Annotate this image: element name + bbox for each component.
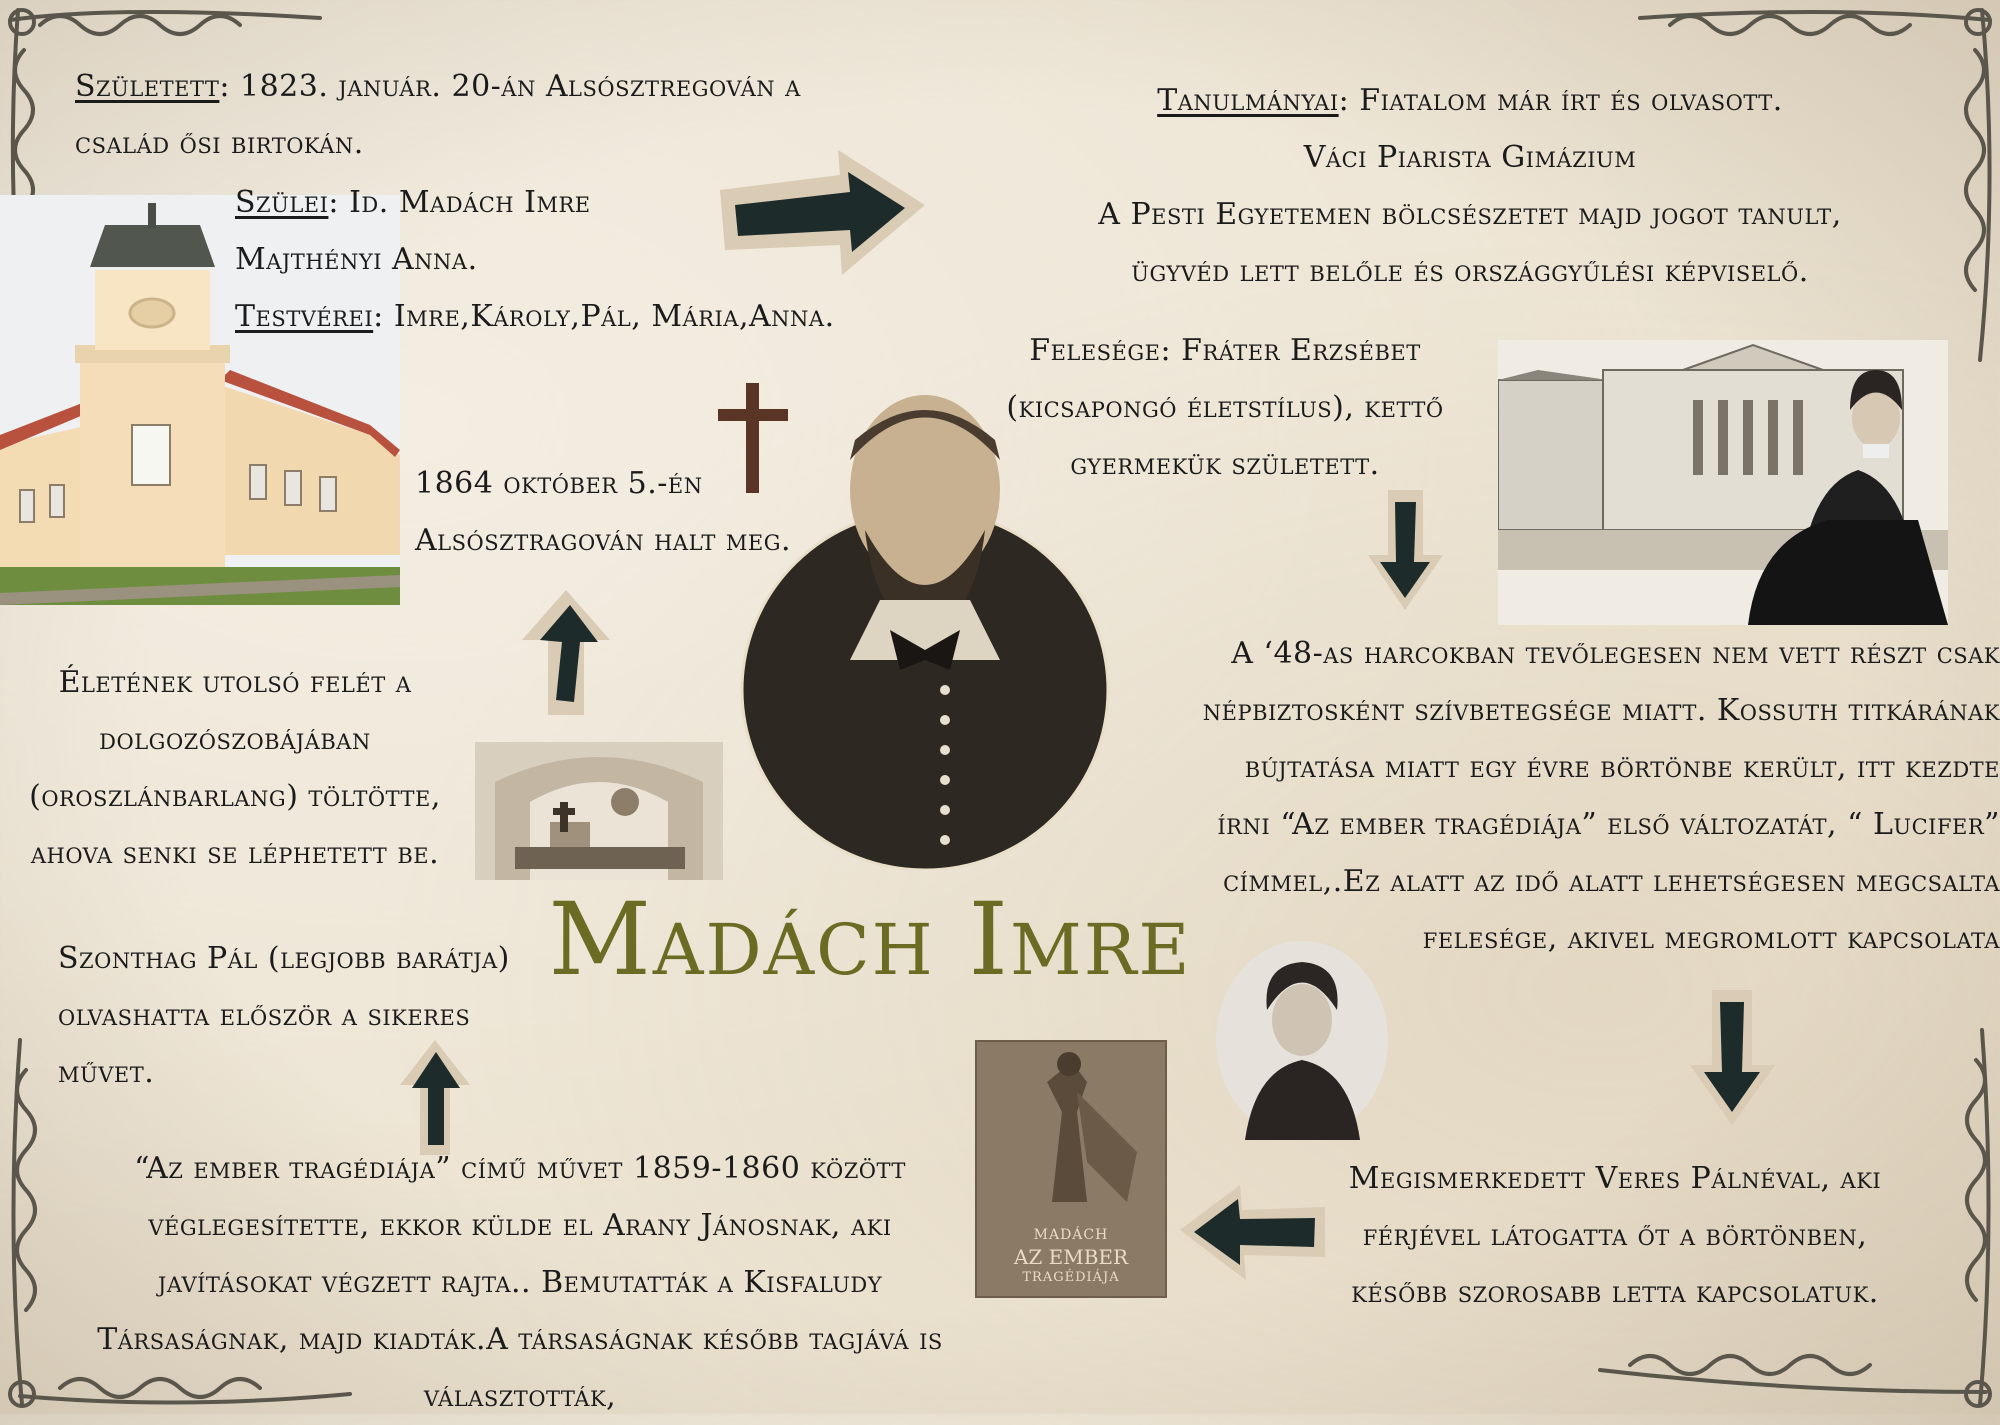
arrow-up-icon	[522, 590, 610, 715]
book-title-line2: TRAGÉDIÁJA	[1022, 1270, 1120, 1285]
friend-line2: olvashatta először a sikeres	[58, 998, 471, 1033]
veres-line3: később szorosabb letta kapcsolatuk.	[1351, 1275, 1879, 1310]
tragedy-line2: véglegesítette, ekkor külde el Arany Jánosnak, aki	[148, 1208, 892, 1243]
studies-block	[1030, 72, 1910, 300]
last-years-line2: dolgozószobájában	[99, 722, 371, 757]
death-block	[415, 455, 791, 569]
studies-label: Tanulmányai	[1157, 83, 1339, 118]
parents-line2: Majthényi Anna.	[235, 242, 478, 277]
siblings-line: : Imre,Károly,Pál, Mária,Anna.	[373, 299, 835, 334]
friend-line1: Szonthag Pál (legjobb barátja)	[58, 941, 510, 976]
revolution-line6: felesége, akivel megromlott kapcsolata	[1422, 921, 2000, 956]
revolution-block	[1110, 625, 2000, 967]
death-line2: Alsósztragován halt meg.	[415, 523, 792, 558]
veres-palne-portrait-image	[1215, 940, 1390, 1140]
friend-block	[58, 930, 510, 1101]
arrow-down-icon-2	[1690, 990, 1775, 1125]
birth-line1: : 1823. január. 20-án Alsósztregován a	[219, 69, 801, 104]
studies-line1: : Fiatalom már írt és olvasott.	[1338, 83, 1783, 118]
study-room-image	[475, 742, 723, 880]
revolution-line5: címmel,.Ez alatt az idő alatt lehetségesen megcsalta	[1223, 864, 2000, 899]
book-cover-image	[975, 1040, 1167, 1298]
birth-label: Született	[75, 69, 220, 104]
book-author: MADÁCH	[1033, 1227, 1109, 1243]
veres-line1: Megismerkedett Veres Pálnéval, aki	[1348, 1161, 1882, 1196]
revolution-line2: népbiztosként szívbetegsége miatt. Kossuth titkárának	[1202, 693, 2000, 728]
wife-line1: Felesége: Fráter Erzsébet	[1029, 333, 1421, 368]
last-years-block	[5, 654, 465, 882]
revolution-line3: bújtatása miatt egy évre börtönbe került, itt kezdte	[1244, 750, 2000, 785]
tragedy-block	[65, 1140, 975, 1425]
wife-line2: (kicsapongó életstílus), kettő	[1006, 390, 1444, 425]
veres-block	[1290, 1150, 1940, 1321]
parents-label: Szülei	[235, 185, 329, 220]
parents-block	[235, 174, 835, 345]
birth-block	[75, 58, 801, 172]
revolution-line4: írni “Az ember tragédiája” első változatát, “ Lucifer”	[1217, 807, 2000, 842]
tragedy-line1: “Az ember tragédiája” című művet 1859-1860 között	[134, 1151, 906, 1186]
friend-line3: művet.	[58, 1055, 155, 1090]
page-title: Madách Imre	[548, 881, 1192, 998]
last-years-line1: Életének utolsó felét a	[58, 665, 412, 700]
studies-line4: ügyvéd lett belőle és országgyűlési képviselő.	[1131, 254, 1809, 289]
siblings-label: Testvérei	[235, 299, 374, 334]
book-title-line1: AZ EMBER	[1013, 1245, 1129, 1269]
parents-line1: : Id. Madách Imre	[328, 185, 591, 220]
revolution-line1: A ‘48-as harcokban tevőlegesen nem vett részt csak	[1231, 636, 2000, 671]
studies-line2: Váci Piarista Gimázium	[1303, 140, 1637, 175]
book-figure-icon	[977, 1042, 1165, 1212]
wife-block	[985, 322, 1465, 493]
tragedy-line5: választották,	[423, 1379, 617, 1414]
birth-line2: család ősi birtokán.	[75, 126, 364, 161]
university-and-wife-image	[1498, 340, 1948, 625]
tragedy-line4: Társaságnak, majd kiadták.A társaságnak később tagjává is	[97, 1322, 943, 1357]
veres-line2: férjével látogatta őt a börtönben,	[1362, 1218, 1868, 1253]
wife-line3: gyermekük született.	[1070, 447, 1380, 482]
death-line1: 1864 október 5.-én	[415, 466, 703, 501]
tragedy-line3: javításokat végzett rajta.. Bemutatták a Kisfaludy	[157, 1265, 883, 1300]
last-years-line4: ahova senki se léphetett be.	[30, 836, 440, 871]
arrow-down-icon	[1368, 490, 1443, 610]
last-years-line3: (oroszlánbarlang) töltötte,	[29, 779, 441, 814]
studies-line3: A Pesti Egyetemen bölcsészetet majd jogot tanult,	[1098, 197, 1842, 232]
